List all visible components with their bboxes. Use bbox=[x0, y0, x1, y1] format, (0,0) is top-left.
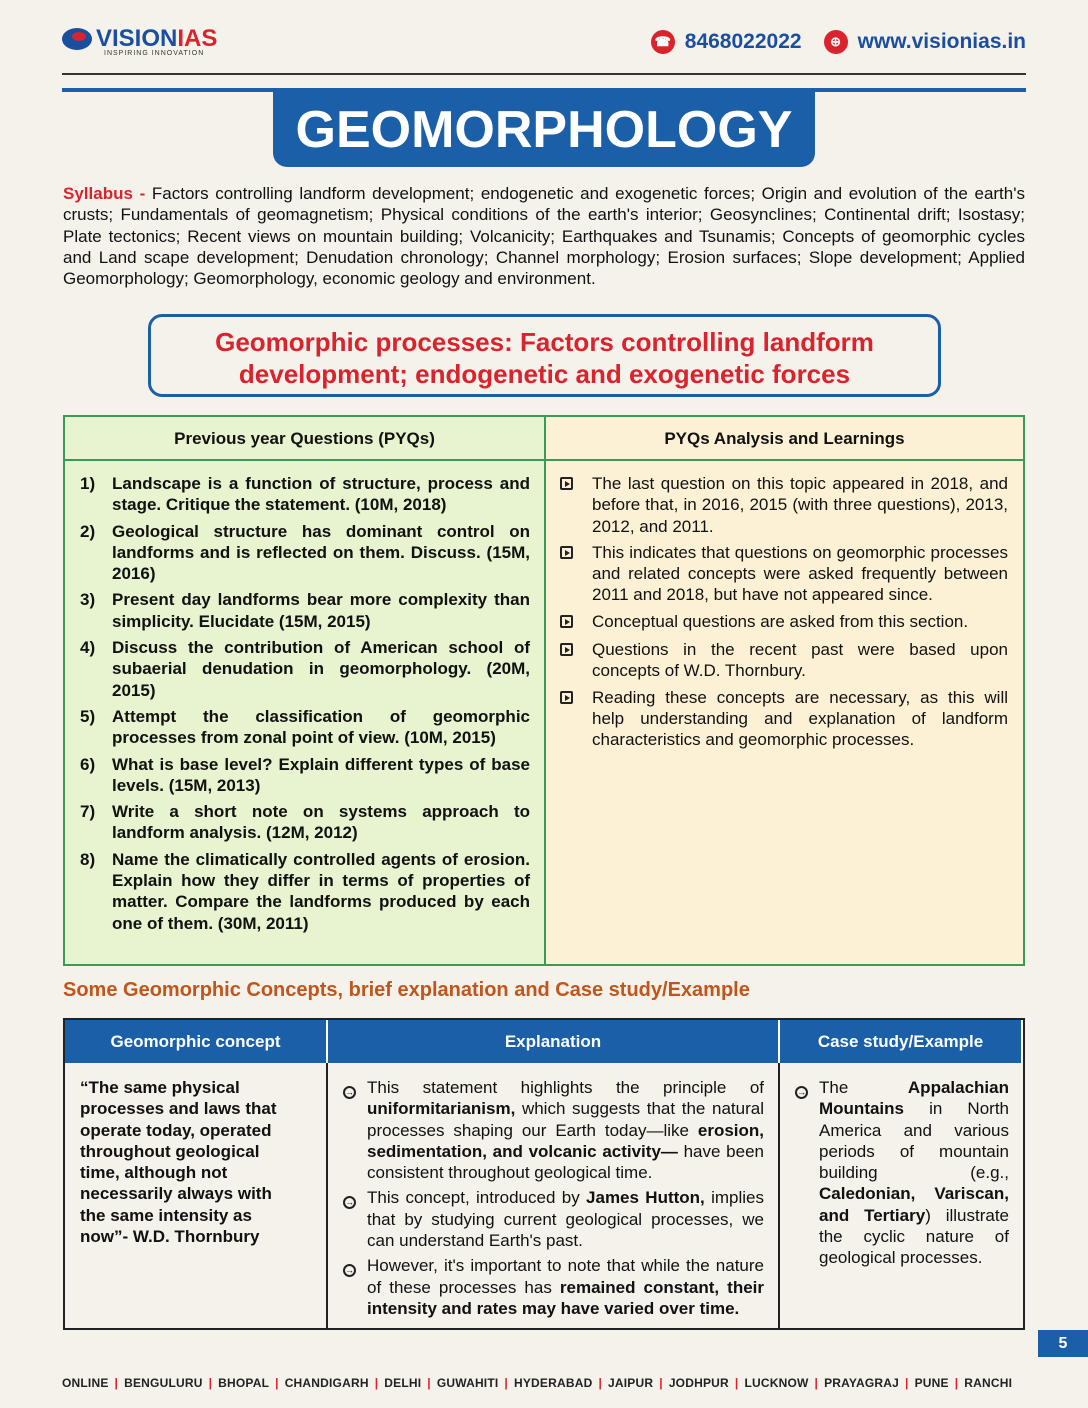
separator: | bbox=[114, 1376, 119, 1390]
phone-number[interactable]: 8468022022 bbox=[684, 30, 802, 53]
analysis-text: Conceptual questions are asked from this section. bbox=[592, 611, 969, 631]
bullet-text bbox=[367, 1255, 764, 1319]
syllabus-text: Factors controlling landform development; endogenetic and exogenetic forces; Origin and evolution of the earth's crusts; Fundamentals of geomagnetism; Physical conditions of the earth's interior; Geosynclines; Continental drift; Isostasy; Plate tectonics; Recent views on mountain building; Volcanicity; Earthquakes and Tsunamis; Concepts of geomorphic cycles and Land scape development; Denudation chronology; Channel morphology; Erosion surfaces; Slope development; Applied Geomorphology; Geomorphology, economic geology and environment. bbox=[63, 184, 1025, 289]
arrow-circle-icon bbox=[343, 1255, 367, 1319]
phone-icon: ☎ bbox=[651, 30, 675, 54]
separator: | bbox=[659, 1376, 663, 1390]
globe-icon: ⊕ bbox=[824, 30, 848, 54]
question-item bbox=[65, 521, 544, 585]
play-square-bullet-icon bbox=[560, 542, 592, 606]
bold-text: James Hutton, bbox=[586, 1188, 705, 1208]
footer-city: PRAYAGRAJ bbox=[824, 1376, 900, 1390]
concepts-table bbox=[63, 1018, 1025, 1330]
concept-cell: “The same physical processes and laws that operate today, operated throughout geological time, although not necessarily always with the same intensity as now”- W.D. Thornbury bbox=[65, 1063, 328, 1328]
separator: | bbox=[208, 1376, 213, 1390]
text-segment: The bbox=[819, 1078, 908, 1097]
play-square-icon bbox=[560, 477, 573, 490]
tagline: INSPIRING INNOVATION bbox=[104, 50, 205, 57]
analysis-text: Questions in the recent past were based upon concepts of W.D. Thornbury. bbox=[592, 640, 1008, 681]
question-text: Attempt the classification of geomorphic processes from zonal point of view. (10M, 2015) bbox=[112, 706, 530, 748]
column-header: Geomorphic concept bbox=[65, 1020, 328, 1063]
text-segment: which suggests that the natural processes shaping our Earth today—like bbox=[367, 1099, 764, 1140]
website-link[interactable]: www.visionias.in bbox=[857, 30, 1026, 53]
question-item bbox=[65, 754, 544, 797]
contact-info bbox=[651, 30, 1026, 54]
pyq-column bbox=[65, 417, 546, 964]
arrow-circle-icon: → bbox=[797, 1087, 806, 1097]
analysis-item bbox=[546, 639, 1023, 682]
play-square-bullet-icon bbox=[560, 639, 592, 682]
question-number: 7) bbox=[80, 802, 96, 822]
question-number: 8) bbox=[80, 849, 96, 869]
text-segment: have been consistent throughout geological time. bbox=[367, 1141, 764, 1183]
footer-city: JODHPUR bbox=[668, 1376, 729, 1390]
analysis-text: The last question on this topic appeared in 2018, and before that, in 2016, 2015 (with three questions), 2013, 2012, and 2011. bbox=[592, 474, 1008, 536]
bullet-item bbox=[343, 1187, 764, 1251]
play-square-icon bbox=[560, 691, 573, 704]
separator: | bbox=[814, 1376, 819, 1390]
separator: | bbox=[905, 1376, 909, 1390]
question-text: Write a short note on systems approach to landform analysis. (12M, 2012) bbox=[112, 802, 530, 843]
example-cell bbox=[780, 1063, 1023, 1328]
question-number: 3) bbox=[80, 590, 96, 610]
question-list bbox=[65, 461, 544, 939]
text-segment: However, it's important to note that while the nature of these processes has bbox=[367, 1256, 764, 1297]
bullet-item bbox=[343, 1077, 764, 1183]
arrow-circle-icon: → bbox=[345, 1197, 354, 1208]
analysis-item bbox=[546, 542, 1023, 606]
concepts-heading: Some Geomorphic Concepts, brief explanation and Case study/Example bbox=[63, 979, 750, 1001]
page-title: GEOMORPHOLOGY bbox=[273, 88, 815, 167]
pyq-table bbox=[63, 415, 1025, 966]
arrow-circle-icon bbox=[343, 1187, 367, 1251]
explanation-cell bbox=[328, 1063, 780, 1328]
analysis-item bbox=[546, 611, 1023, 634]
question-number: 5) bbox=[80, 706, 96, 726]
footer-city: CHANDIGARH bbox=[284, 1376, 369, 1390]
question-text: Present day landforms bear more complexity than simplicity. Elucidate (15M, 2015) bbox=[112, 590, 530, 631]
arrow-circle-icon bbox=[795, 1077, 819, 1269]
logo-eye-icon bbox=[62, 28, 92, 50]
question-text: Name the climatically controlled agents of erosion. Explain how they differ in terms of properties of matter. Compare the landforms produced by each one of them. (30M, 2011) bbox=[112, 849, 530, 933]
analysis-item bbox=[546, 473, 1023, 537]
footer-city: LUCKNOW bbox=[744, 1376, 809, 1390]
question-item bbox=[65, 801, 544, 844]
text-segment: in North America and various periods of mountain building (e.g., bbox=[819, 1099, 1009, 1183]
play-square-icon bbox=[560, 546, 573, 559]
arrow-circle-icon bbox=[343, 1077, 367, 1183]
footer-cities bbox=[62, 1376, 1012, 1390]
separator: | bbox=[427, 1376, 431, 1390]
page-number: 5 bbox=[1038, 1330, 1088, 1357]
bold-text: Caledonian, Variscan, and Tertiary bbox=[819, 1184, 1009, 1225]
analysis-text: This indicates that questions on geomorphic processes and related concepts were asked frequently between 2011 and 2018, but have not appeared since. bbox=[592, 542, 1008, 605]
footer-city: GUWAHITI bbox=[436, 1376, 499, 1390]
bold-text: uniformitarianism, bbox=[367, 1099, 516, 1119]
analysis-item bbox=[546, 687, 1023, 751]
footer-city: BENGULURU bbox=[124, 1376, 203, 1390]
separator: | bbox=[734, 1376, 739, 1390]
bullet-item bbox=[795, 1077, 1009, 1269]
separator: | bbox=[374, 1376, 379, 1390]
syllabus-label: Syllabus - bbox=[63, 184, 146, 203]
separator: | bbox=[275, 1376, 279, 1390]
footer-city: JAIPUR bbox=[608, 1376, 654, 1390]
analysis-text: Reading these concepts are necessary, as this will help understanding and explanation of landform characteristics and geomorphic processes. bbox=[592, 687, 1008, 750]
bullet-text bbox=[367, 1187, 764, 1251]
text-segment: This statement highlights the principle of bbox=[367, 1078, 764, 1097]
question-item bbox=[65, 637, 544, 701]
separator: | bbox=[598, 1376, 603, 1390]
footer-city: DELHI bbox=[384, 1376, 422, 1390]
bullet-text bbox=[367, 1077, 764, 1183]
question-item bbox=[65, 473, 544, 516]
bullet-text bbox=[819, 1077, 1009, 1269]
pyq-header: Previous year Questions (PYQs) bbox=[65, 417, 544, 461]
question-text: What is base level? Explain different types of base levels. (15M, 2013) bbox=[112, 754, 530, 795]
question-number: 4) bbox=[80, 638, 96, 658]
analysis-header: PYQs Analysis and Learnings bbox=[546, 417, 1023, 461]
footer-city: BHOPAL bbox=[218, 1376, 270, 1390]
logo-text-ias: IAS bbox=[177, 25, 218, 52]
header-divider bbox=[62, 73, 1026, 75]
separator: | bbox=[504, 1376, 508, 1390]
column-header: Explanation bbox=[328, 1020, 780, 1063]
question-item bbox=[65, 589, 544, 632]
play-square-bullet-icon bbox=[560, 611, 592, 634]
question-item bbox=[65, 706, 544, 749]
column-header: Case study/Example bbox=[780, 1020, 1023, 1063]
footer-city: HYDERABAD bbox=[513, 1376, 593, 1390]
bold-text: erosion, sedimentation, and volcanic activity— bbox=[367, 1120, 764, 1161]
arrow-circle-icon: → bbox=[345, 1265, 354, 1276]
question-text: Discuss the contribution of American school of subaerial denudation in geomorphology. (20M, 2015) bbox=[112, 638, 530, 700]
play-square-icon bbox=[560, 643, 573, 656]
footer-city: RANCHI bbox=[964, 1376, 1013, 1390]
analysis-list bbox=[546, 461, 1023, 756]
play-square-bullet-icon bbox=[560, 473, 592, 537]
question-text: Landscape is a function of structure, process and stage. Critique the statement. (10M, 2018) bbox=[112, 474, 530, 515]
play-square-icon bbox=[560, 615, 573, 628]
text-segment: This concept, introduced by bbox=[367, 1188, 587, 1208]
question-number: 6) bbox=[80, 754, 96, 774]
separator: | bbox=[954, 1376, 959, 1390]
arrow-circle-icon: → bbox=[345, 1087, 354, 1097]
text-segment: ) illustrate the cyclic nature of geological processes. bbox=[819, 1205, 1009, 1268]
question-number: 1) bbox=[80, 474, 96, 493]
logo bbox=[62, 25, 218, 57]
question-number: 2) bbox=[80, 521, 96, 541]
question-text: Geological structure has dominant control on landforms and is reflected on them. Discuss. (15M, 2016) bbox=[112, 521, 530, 584]
text-segment: implies that by studying current geological processes, we can understand Earth's past. bbox=[367, 1188, 764, 1251]
bullet-item bbox=[343, 1255, 764, 1319]
topic-heading: Geomorphic processes: Factors controlling landform development; endogenetic and exogenetic forces bbox=[148, 314, 941, 397]
play-square-bullet-icon bbox=[560, 687, 592, 751]
logo-text-vision: VISION bbox=[96, 25, 178, 52]
bold-text: Appalachian Mountains bbox=[819, 1078, 1009, 1119]
question-item bbox=[65, 849, 544, 934]
footer-city: ONLINE bbox=[62, 1376, 109, 1390]
syllabus bbox=[63, 183, 1025, 289]
analysis-column bbox=[546, 417, 1023, 964]
bold-text: remained constant, their intensity and rates may have varied over time. bbox=[367, 1277, 764, 1318]
footer-city: PUNE bbox=[914, 1376, 949, 1390]
